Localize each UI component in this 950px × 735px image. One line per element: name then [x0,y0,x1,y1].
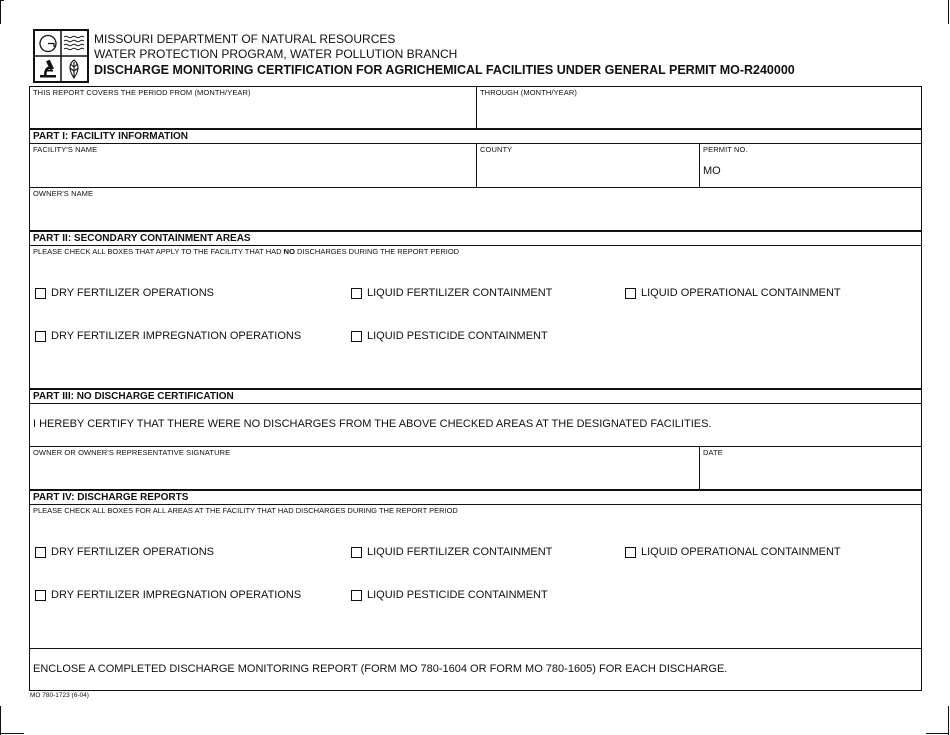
leaf-icon [70,60,78,78]
enclosure-row [30,648,921,692]
p4-liquid-operational-checkbox[interactable] [625,546,841,558]
corner-mark-top-left-h [0,0,4,1]
p2-liquid-fertilizer-checkbox[interactable] [351,287,552,299]
p4-dry-impregnation-checkbox[interactable] [35,589,301,601]
checkbox-label: LIQUID OPERATIONAL CONTAINMENT [641,546,841,558]
corner-mark-top-right [948,0,949,24]
checkbox-label: DRY FERTILIZER OPERATIONS [51,287,214,299]
p2-dry-fertilizer-checkbox[interactable] [35,287,214,299]
p2-dry-impregnation-checkbox[interactable] [35,330,301,342]
checkbox-label: DRY FERTILIZER IMPREGNATION OPERATIONS [51,589,302,601]
p4-liquid-pesticide-checkbox[interactable] [351,589,548,601]
no-discharge-statement: I HEREBY CERTIFY THAT THERE WERE NO DISCHARGES FROM THE ABOVE CHECKED AREAS AT THE DESIGNATED FACILITIES. [33,418,712,430]
facility-row [30,144,921,188]
period-through-label: THROUGH (MONTH/YEAR) [480,88,577,97]
water-icon [64,36,84,50]
permit-no-field[interactable] [699,144,921,188]
form-title: DISCHARGE MONITORING CERTIFICATION FOR AGRICHEMICAL FACILITIES UNDER GENERAL PERMIT MO-R240000 [94,63,795,77]
checkbox-label: DRY FERTILIZER IMPREGNATION OPERATIONS [51,330,302,342]
agency-name: MISSOURI DEPARTMENT OF NATURAL RESOURCES [94,32,396,46]
facility-name-field[interactable] [30,144,476,188]
dnr-logo [33,29,89,83]
date-field[interactable] [699,447,921,490]
p4-liquid-fertilizer-checkbox[interactable] [351,546,552,558]
enclosure-instruction: ENCLOSE A COMPLETED DISCHARGE MONITORING REPORT (FORM MO 780-1604 OR FORM MO 780-1605) FOR EACH DISCHARGE. [33,663,728,675]
checkbox-box[interactable] [625,547,636,558]
period-row [30,87,921,130]
p2-liquid-pesticide-checkbox[interactable] [351,330,548,342]
checkbox-box[interactable] [625,288,636,299]
checkbox-box[interactable] [35,590,46,601]
period-from-label: THIS REPORT COVERS THE PERIOD FROM (MONTH/YEAR) [33,88,251,97]
p4-dry-fertilizer-checkbox[interactable] [35,546,214,558]
owner-name-field[interactable] [30,187,921,231]
permit-prefix: MO [703,165,721,177]
county-field[interactable] [476,144,699,188]
checkbox-box[interactable] [351,547,362,558]
signature-field[interactable] [30,447,699,490]
corner-mark-bottom-right [948,706,949,735]
part4-heading: PART IV: DISCHARGE REPORTS [30,489,921,505]
owner-name-label: OWNER'S NAME [33,189,94,198]
part4-instruction: PLEASE CHECK ALL BOXES FOR ALL AREAS AT THE FACILITY THAT HAD DISCHARGES DURING THE REPORT PERIOD [33,506,458,515]
period-through-field[interactable] [476,87,921,130]
sun-icon [40,36,56,52]
part2-instruction-pre: PLEASE CHECK ALL BOXES THAT APPLY TO THE FACILITY THAT HAD [33,247,284,256]
checkbox-box[interactable] [35,288,46,299]
checkbox-label: DRY FERTILIZER OPERATIONS [51,546,214,558]
part2-instruction-emphasis: NO [283,247,295,256]
checkbox-box[interactable] [351,288,362,299]
checkbox-label: LIQUID FERTILIZER CONTAINMENT [367,546,553,558]
permit-no-label: PERMIT NO. [703,145,748,154]
corner-mark-bottom-right-h [926,733,949,734]
part2-instruction [33,247,459,256]
checkbox-label: LIQUID PESTICIDE CONTAINMENT [367,330,548,342]
part2-heading: PART II: SECONDARY CONTAINMENT AREAS [30,230,921,246]
county-label: COUNTY [480,145,513,154]
facility-name-label: FACILITY'S NAME [33,145,98,154]
date-label: DATE [703,448,723,457]
checkbox-box[interactable] [351,590,362,601]
corner-mark-top-left [0,0,1,24]
corner-mark-bottom-left [0,706,1,735]
signature-row [30,446,921,490]
microscope-icon [40,60,56,78]
checkbox-box[interactable] [35,331,46,342]
corner-mark-bottom-left-h [0,733,24,734]
checkbox-box[interactable] [35,547,46,558]
checkbox-label: LIQUID PESTICIDE CONTAINMENT [367,589,548,601]
checkbox-label: LIQUID FERTILIZER CONTAINMENT [367,287,553,299]
part2-instruction-post: DISCHARGES DURING THE REPORT PERIOD [294,247,460,256]
checkbox-label: LIQUID OPERATIONAL CONTAINMENT [641,287,841,299]
checkbox-box[interactable] [351,331,362,342]
signature-label: OWNER OR OWNER'S REPRESENTATIVE SIGNATURE [33,448,231,457]
p2-liquid-operational-checkbox[interactable] [625,287,841,299]
part3-heading: PART III: NO DISCHARGE CERTIFICATION [30,388,921,404]
period-from-field[interactable] [30,87,476,130]
form-number: MO 780-1723 (6-04) [30,692,89,699]
part1-heading: PART I: FACILITY INFORMATION [30,128,921,144]
program-name: WATER PROTECTION PROGRAM, WATER POLLUTION BRANCH [94,47,458,61]
certification-form [29,86,922,691]
